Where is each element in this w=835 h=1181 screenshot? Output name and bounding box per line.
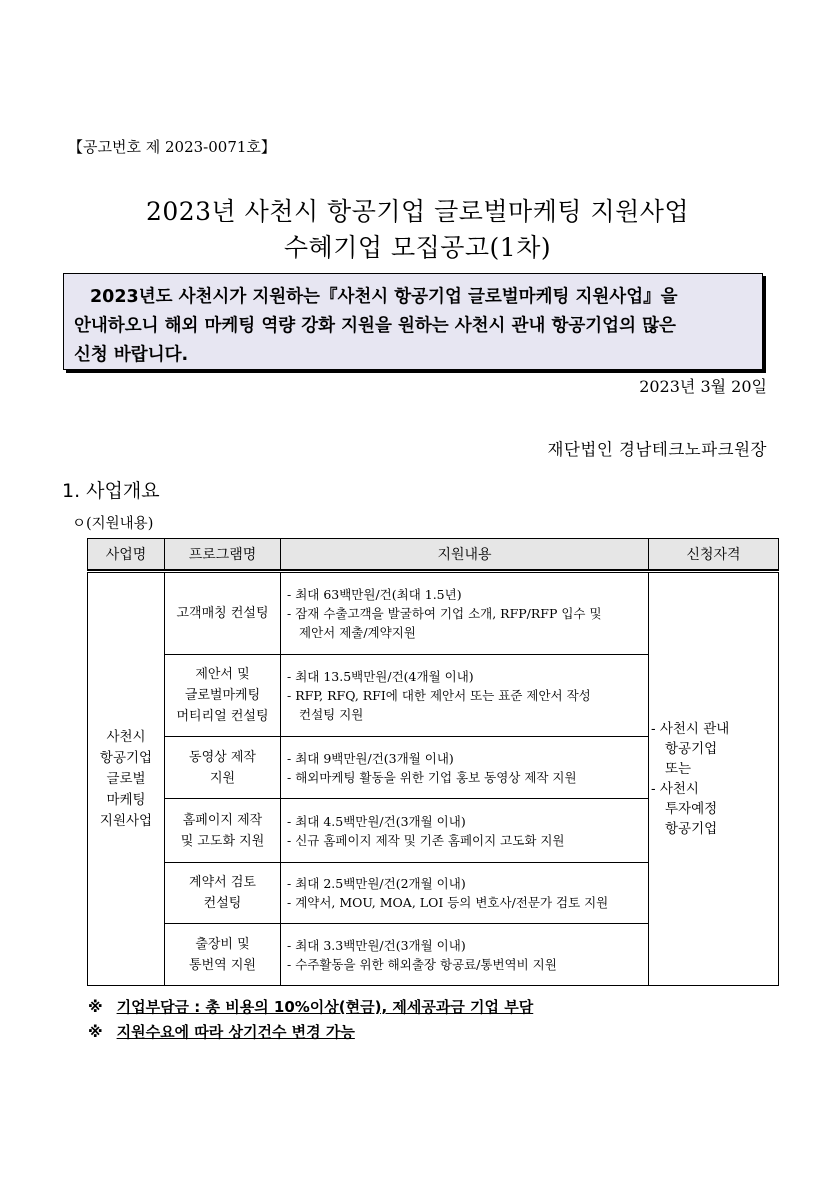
note-text: 지원수요에 따라 상기건수 변경 가능 [116,1023,355,1041]
summary-box [63,273,763,370]
business-name-line: 글로벌 [106,770,146,787]
detail-line: - 잠재 수출고객을 발굴하여 기업 소개, RFP/RFP 입수 및 [287,606,602,621]
detail-line: - 수주활동을 위한 해외출장 항공료/통번역비 지원 [287,956,557,972]
program-cell [165,799,281,863]
detail-line: - 최대 2.5백만원/건(2개월 이내) [287,876,466,891]
program-name: 지원 [209,770,236,786]
detail-line: - 계약서, MOU, MOA, LOI 등의 변호사/전문가 검토 지원 [287,895,609,910]
detail-line: - RFP, RFQ, RFI에 대한 제안서 또는 표준 제안서 작성 [287,688,591,703]
detail-line: - 최대 3.3백만원/건(3개월 이내) [287,937,466,953]
note-text: 기업부담금 : 총 비용의 10%이상(현금), 제세공과금 기업 부담 [116,998,534,1016]
detail-line: - 최대 13.5백만원/건(4개월 이내) [287,669,474,684]
note-quantity-change [88,1021,355,1042]
program-cell [165,863,281,924]
header-business-name: 사업명 [88,539,165,570]
business-name-line: 항공기업 [99,749,153,766]
detail-line: - 최대 4.5백만원/건(3개월 이내) [287,813,466,829]
detail-cell [281,737,649,799]
qualification-line: 또는 [665,761,692,777]
note-company-contribution [88,996,533,1017]
summary-line3: 신청 바랍니다. [74,345,189,365]
qualification-line: - 사천시 [651,781,699,797]
program-name: 및 고도화 지원 [180,833,265,849]
business-name-line: 지원사업 [99,812,153,829]
business-name-line: 마케팅 [106,791,146,808]
summary-line1: 2023년도 사천시가 지원하는『사천시 항공기업 글로벌마케팅 지원사업』을 [90,287,678,307]
header-program-name: 프로그램명 [165,539,281,570]
summary-line2: 안내하오니 해외 마케팅 역량 강화 지원을 원하는 사천시 관내 항공기업의 많은 [74,316,676,336]
qualification-line: - 사천시 관내 [651,721,730,737]
detail-cell [281,863,649,924]
program-name: 머티리얼 컨설팅 [176,709,269,724]
header-support-details: 지원내용 [281,539,649,570]
business-name-cell [88,572,165,986]
table-row [88,572,779,655]
section-title: 1. 사업개요 [62,480,160,502]
program-name: 고객매칭 컨설팅 [176,606,269,621]
detail-cell [281,799,649,863]
program-name: 계약서 검토 [189,875,256,890]
qualification-line: 항공기업 [665,741,718,757]
program-cell [165,655,281,737]
program-name: 출장비 및 [195,936,250,952]
program-cell [165,924,281,986]
detail-line: - 신규 홈페이지 제작 및 기존 홈페이지 고도화 지원 [287,832,565,848]
program-cell [165,737,281,799]
note-mark: ※ [88,1023,103,1041]
detail-cell [281,655,649,737]
program-name: 홈페이지 제작 [182,812,263,828]
announcement-date: 2023년 3월 20일 [639,377,767,396]
detail-line: 제안서 제출/계약지원 [299,625,416,640]
support-table [87,538,779,986]
program-name: 동영상 제작 [189,749,256,765]
program-name: 제안서 및 [195,667,250,682]
qualification-line: 투자예정 [665,801,718,817]
detail-line: - 최대 9백만원/건(3개월 이내) [287,750,454,766]
note-mark: ※ [88,998,103,1016]
business-name-line: 사천시 [106,728,146,745]
table-header-row [88,539,779,570]
detail-line: - 최대 63백만원/건(최대 1.5년) [287,587,462,602]
program-name: 글로벌마케팅 [184,688,261,703]
detail-cell [281,572,649,655]
program-cell [165,572,281,655]
detail-line: 컨설팅 지원 [299,707,364,722]
section-subtitle: ㅇ(지원내용) [72,516,154,532]
detail-line: - 해외마케팅 활동을 위한 기업 홍보 동영상 제작 지원 [287,769,577,785]
organization-name: 재단법인 경남테크노파크원장 [547,440,767,459]
qualification-line: 항공기업 [665,821,718,837]
header-qualification: 신청자격 [649,539,779,570]
document-title-line1: 2023년 사천시 항공기업 글로벌마케팅 지원사업 [145,197,690,226]
program-name: 컨설팅 [203,896,242,911]
document-title-line2: 수혜기업 모집공고(1차) [283,233,552,262]
detail-cell [281,924,649,986]
notice-number: 【공고번호 제 2023-0071호】 [68,138,276,156]
program-name: 통번역 지원 [189,957,256,973]
qualification-cell [649,572,779,986]
